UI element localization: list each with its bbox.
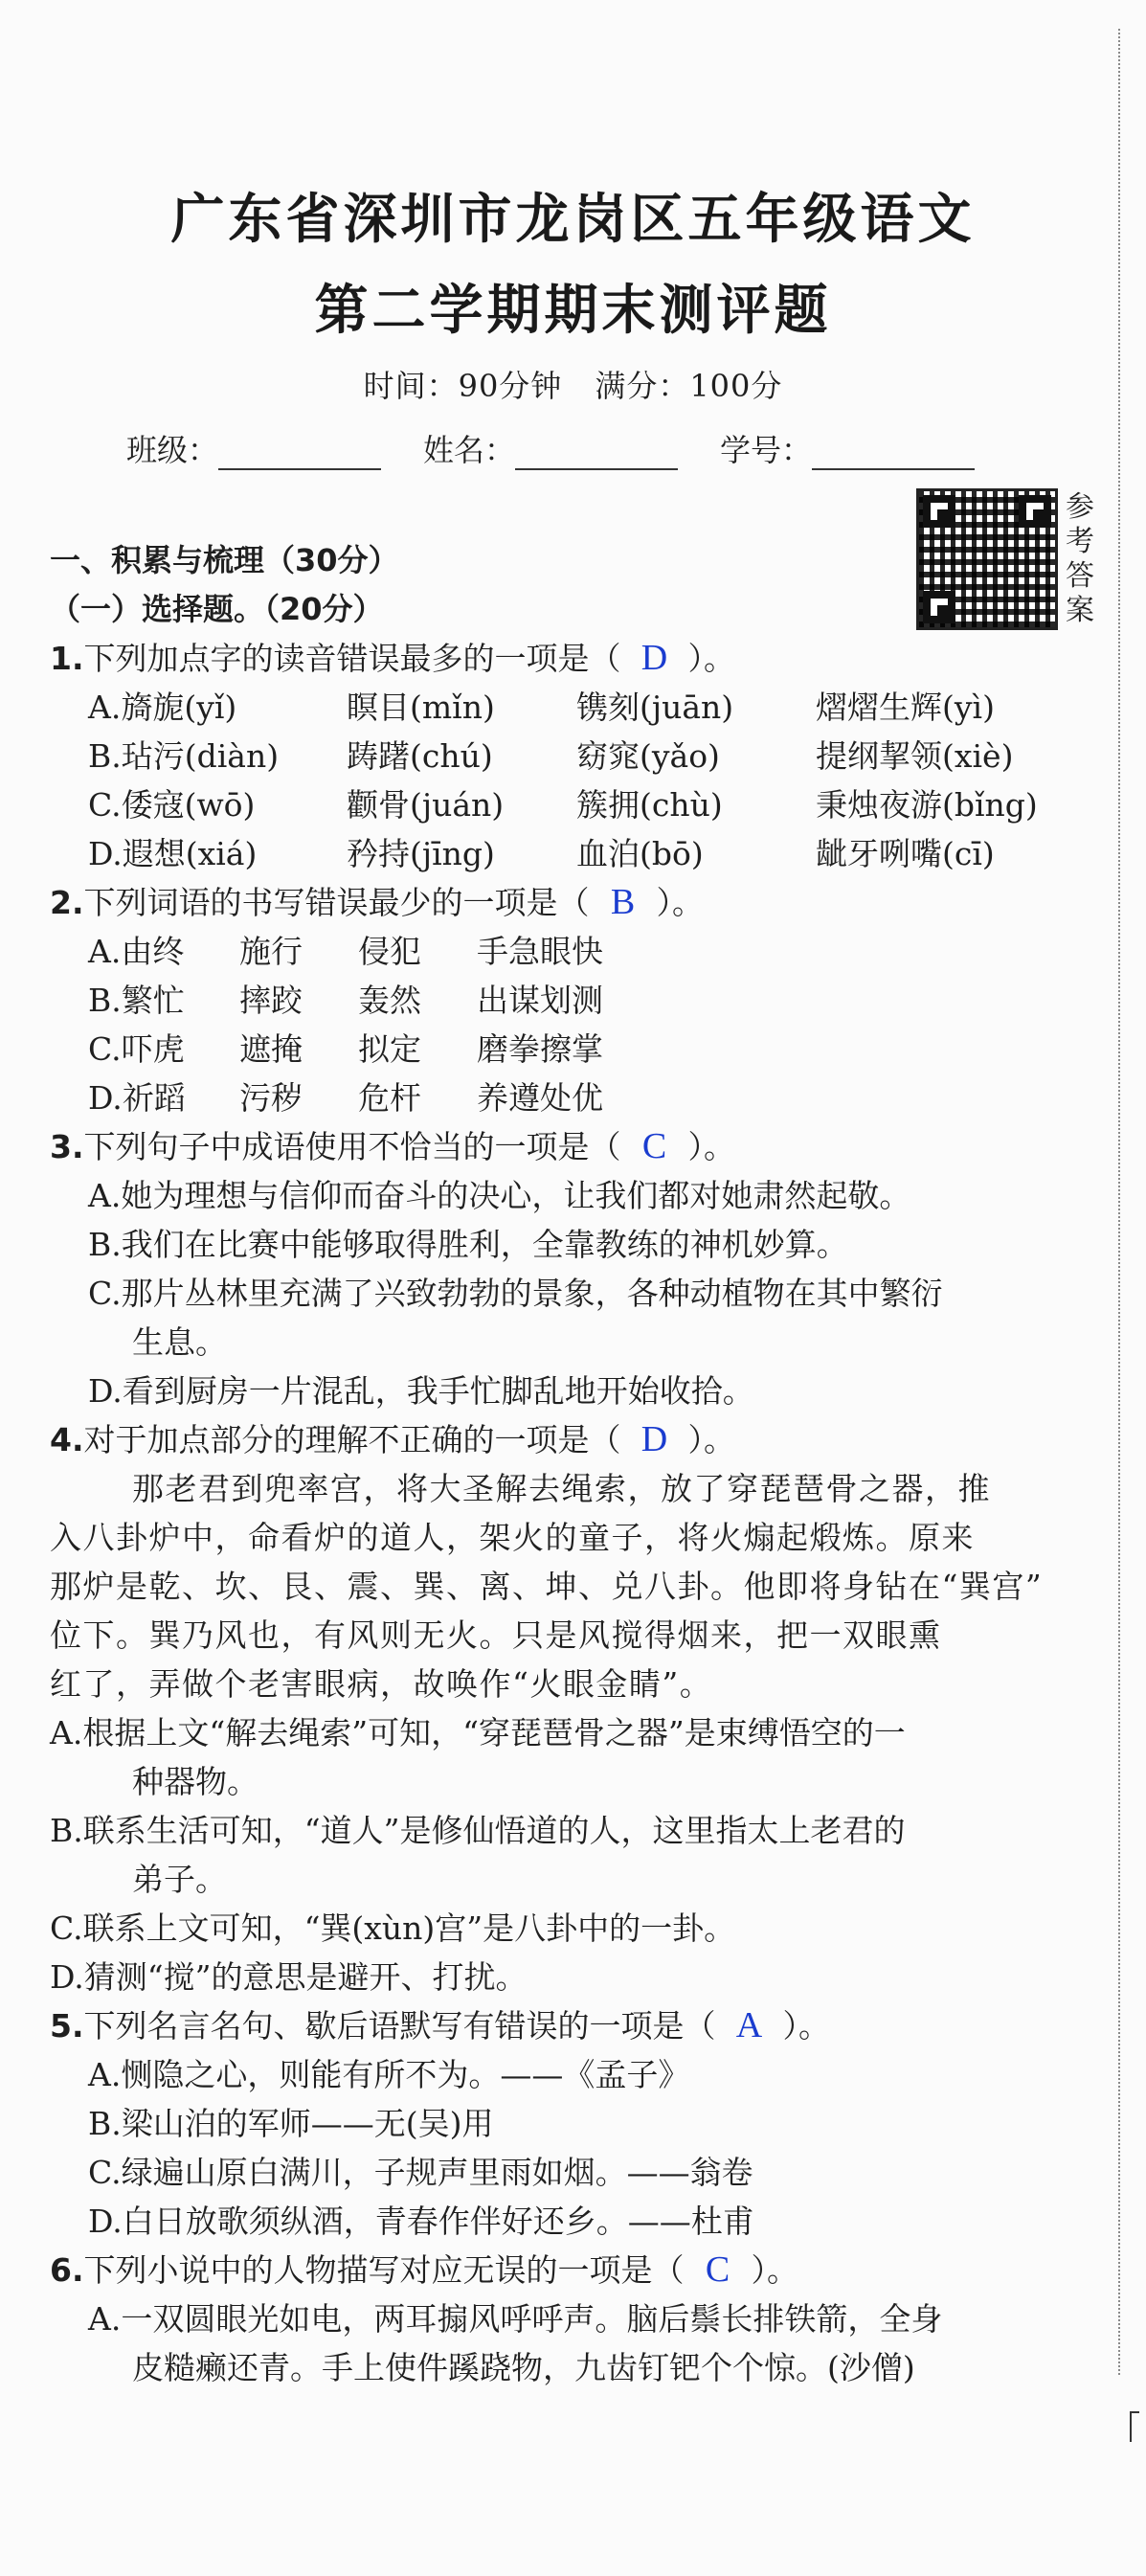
option: 镌刻(juān) xyxy=(576,689,734,726)
exam-time: 时间：90分钟 xyxy=(363,368,563,404)
answer-mark: C xyxy=(705,2249,730,2290)
question-end: ）。 xyxy=(687,640,735,677)
passage-line: 那炉是乾、坎、艮、震、巽、离、坤、兑八卦。他即将身钻在“巽宫” xyxy=(50,1568,1044,1605)
question-stem: 下列句子中成语使用不恰当的一项是（ xyxy=(83,1128,621,1165)
id-blank[interactable] xyxy=(812,440,975,470)
qr-label-char: 答 xyxy=(1066,559,1094,593)
qr-finder-icon xyxy=(923,495,955,528)
option: 矜持(jīng) xyxy=(347,835,495,872)
exam-title-line1: 广东省深圳市龙岗区五年级语文 xyxy=(170,189,976,251)
name-blank[interactable] xyxy=(515,440,678,470)
option: 轰然 xyxy=(358,982,421,1019)
question-end: ）。 xyxy=(687,1128,735,1165)
option: 养遵处优 xyxy=(477,1079,603,1117)
question-number: 4. xyxy=(50,1421,84,1458)
option: 摔跤 xyxy=(239,982,303,1019)
option-line: B.梁山泊的军师——无(吴)用 xyxy=(88,2105,494,2142)
option: A.旖旎(yǐ) xyxy=(88,689,237,726)
option: 血泊(bō) xyxy=(576,835,704,872)
option: 簇拥(chù) xyxy=(576,786,723,824)
page-corner-mark xyxy=(1130,2411,1139,2442)
exam-title-line2: 第二学期期末测评题 xyxy=(314,280,832,342)
option-line-cont: 皮糙癞还青。手上使件蹊跷物，九齿钉钯个个惊。(沙僧) xyxy=(132,2349,915,2386)
option: 颧骨(juán) xyxy=(347,786,505,824)
option: 瞑目(mǐn) xyxy=(347,689,495,726)
question-end: ）。 xyxy=(656,884,704,921)
qr-label-char: 参 xyxy=(1066,490,1094,524)
question-stem: 下列名言名句、歇后语默写有错误的一项是（ xyxy=(83,2007,716,2045)
question-number: 5. xyxy=(50,2007,84,2045)
name-label: 姓名： xyxy=(423,432,516,468)
option: 窈窕(yǎo) xyxy=(576,737,720,775)
option-line: C.绿遍山原白满川，子规声里雨如烟。——翁卷 xyxy=(88,2154,753,2191)
option: 龇牙咧嘴(cī) xyxy=(816,835,995,872)
option: 污秽 xyxy=(239,1079,303,1117)
passage-line: 红了，弄做个老害眼病，故唤作“火眼金睛”。 xyxy=(50,1665,713,1703)
qr-label-char: 案 xyxy=(1066,594,1094,627)
question-number: 3. xyxy=(50,1128,84,1165)
question-2 xyxy=(50,878,704,923)
question-5 xyxy=(50,2001,830,2046)
option: 磨拳擦掌 xyxy=(477,1030,603,1068)
id-label: 学号： xyxy=(720,432,813,468)
option-line: C.那片丛林里充满了兴致勃勃的景象，各种动植物在其中繁衍 xyxy=(88,1275,943,1312)
option: C.吓虎 xyxy=(88,1030,185,1068)
option-line: B.联系生活可知，“道人”是修仙悟道的人，这里指太上老君的 xyxy=(50,1812,906,1849)
option: 踌躇(chú) xyxy=(347,737,493,775)
option-line: D.看到厨房一片混乱，我手忙脚乱地开始收拾。 xyxy=(88,1372,754,1410)
question-stem: 下列词语的书写错误最少的一项是（ xyxy=(83,884,590,921)
option-line: A.一双圆眼光如电，两耳搧风呼呼声。脑后鬃长排铁箭，全身 xyxy=(88,2300,943,2338)
answer-mark: D xyxy=(640,1419,668,1459)
option-line: D.白日放歌须纵酒，青春作伴好还乡。——杜甫 xyxy=(88,2203,754,2240)
option: 提纲挈领(xiè) xyxy=(816,737,1014,775)
exam-score: 满分：100分 xyxy=(595,368,783,404)
class-label: 班级： xyxy=(126,432,219,468)
qr-finder-icon xyxy=(923,591,955,623)
option-line: C.联系上文可知，“巽(xùn)宫”是八卦中的一卦。 xyxy=(50,1909,736,1947)
option: 手急眼快 xyxy=(477,933,603,970)
question-1 xyxy=(50,634,735,679)
option: 秉烛夜游(bǐng) xyxy=(816,786,1038,824)
option: D.祈蹈 xyxy=(88,1079,186,1117)
option-line: D.猜测“搅”的意思是避开、打扰。 xyxy=(50,1958,528,1996)
question-end: ）。 xyxy=(687,1421,735,1458)
exam-time-score xyxy=(0,362,1146,406)
option: 遮掩 xyxy=(239,1030,303,1068)
question-stem: 下列加点字的读音错误最多的一项是（ xyxy=(83,640,621,677)
answer-mark: B xyxy=(610,882,636,922)
class-blank[interactable] xyxy=(218,440,381,470)
question-end: ）。 xyxy=(751,2251,798,2289)
answer-mark: C xyxy=(641,1126,667,1166)
option: C.倭寇(wō) xyxy=(88,786,256,824)
option: 侵犯 xyxy=(358,933,421,970)
option: A.由终 xyxy=(88,933,185,970)
passage-line: 入八卦炉中，命看炉的道人，架火的童子，将火煽起煅炼。原来 xyxy=(50,1519,975,1556)
class-field[interactable] xyxy=(126,426,381,470)
answer-qr-code[interactable] xyxy=(916,488,1058,630)
option: B.玷污(diàn) xyxy=(88,737,280,775)
question-end: ）。 xyxy=(782,2007,830,2045)
answer-mark: A xyxy=(735,2005,763,2045)
section-title: 一、积累与梳理（30分） xyxy=(50,542,399,578)
option: 熠熠生辉(yì) xyxy=(816,689,995,726)
option: D.遐想(xiá) xyxy=(88,835,258,872)
question-number: 1. xyxy=(50,640,84,677)
question-number: 6. xyxy=(50,2251,84,2289)
answer-mark: D xyxy=(640,638,668,678)
option: 拟定 xyxy=(358,1030,421,1068)
option-line: A.恻隐之心，则能有所不为。——《孟子》 xyxy=(88,2056,690,2093)
question-stem: 对于加点部分的理解不正确的一项是（ xyxy=(83,1421,621,1458)
question-stem: 下列小说中的人物描写对应无误的一项是（ xyxy=(83,2251,685,2289)
option: 出谋划测 xyxy=(477,982,603,1019)
qr-finder-icon xyxy=(1019,495,1051,528)
option: 施行 xyxy=(239,933,303,970)
question-number: 2. xyxy=(50,884,84,921)
option-line: A.她为理想与信仰而奋斗的决心，让我们都对她肃然起敬。 xyxy=(88,1177,911,1214)
id-field[interactable] xyxy=(720,426,975,470)
option-line-cont: 种器物。 xyxy=(132,1763,258,1800)
qr-label-char: 考 xyxy=(1066,525,1094,558)
option-line-cont: 弟子。 xyxy=(132,1861,227,1898)
name-field[interactable] xyxy=(423,426,678,470)
question-3 xyxy=(50,1122,735,1167)
passage-line: 位下。巽乃风也，有风则无火。只是风搅得烟来，把一双眼熏 xyxy=(50,1616,942,1654)
passage-line: 那老君到兜率宫，将大圣解去绳索，放了穿琵琶骨之器，推 xyxy=(132,1470,991,1507)
question-6 xyxy=(50,2246,798,2291)
option-line-cont: 生息。 xyxy=(132,1323,227,1361)
question-4 xyxy=(50,1415,735,1460)
subsection-title: （一）选择题。（20分） xyxy=(50,591,384,627)
option: B.繁忙 xyxy=(88,982,185,1019)
option-line: B.我们在比赛中能够取得胜利，全靠教练的神机妙算。 xyxy=(88,1226,848,1263)
student-info-row xyxy=(126,426,975,470)
qr-label xyxy=(1063,490,1097,628)
option-line: A.根据上文“解去绳索”可知，“穿琵琶骨之器”是束缚悟空的一 xyxy=(50,1714,906,1751)
option: 危杆 xyxy=(358,1079,421,1117)
